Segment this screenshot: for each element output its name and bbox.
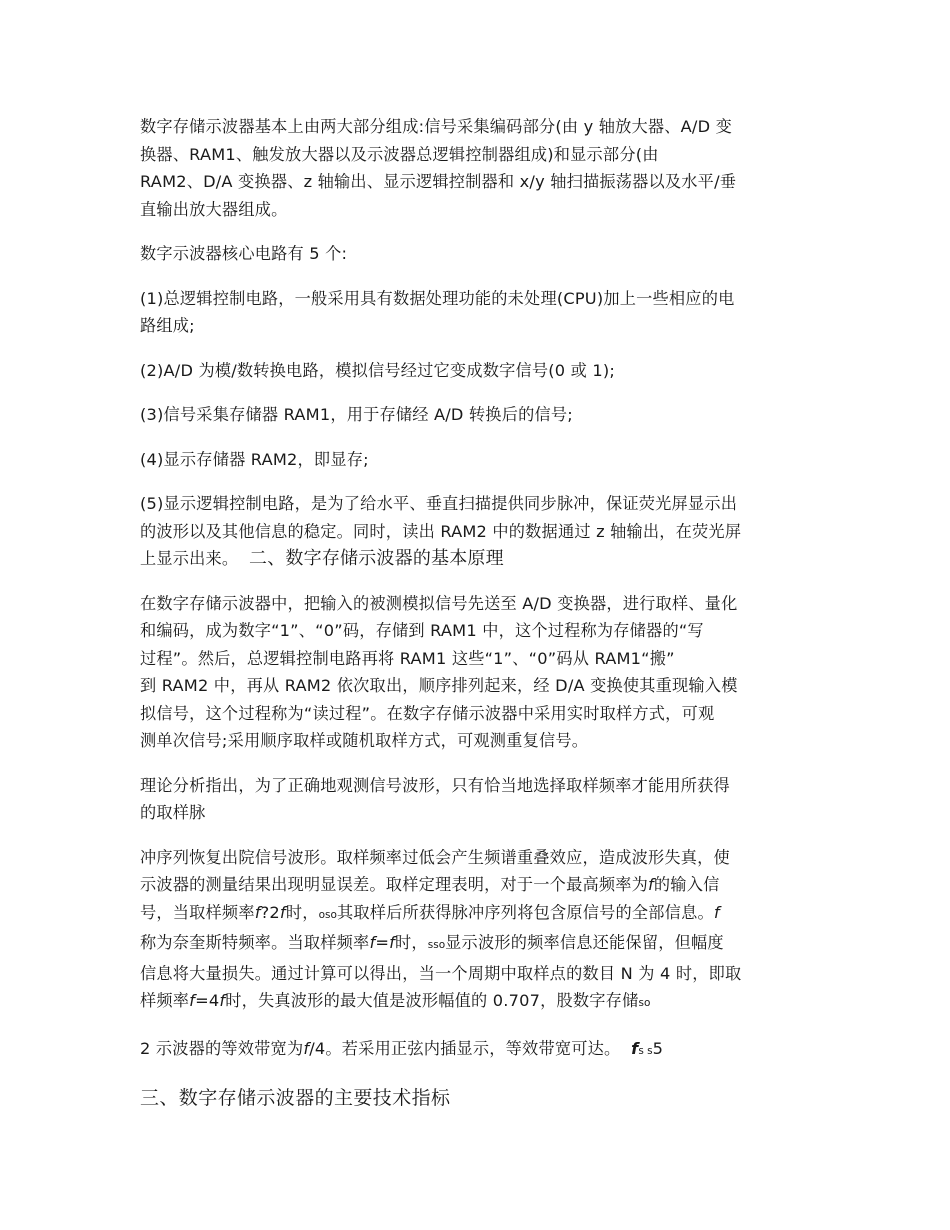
text-segment: =	[375, 933, 390, 952]
text-segment: 时，	[285, 902, 319, 922]
text-segment: 上显示出来。	[140, 549, 239, 568]
text-segment: /4。若采用正弦内插显示，等效带宽可达。	[309, 1038, 621, 1058]
text-segment: 称为奈奎斯特频率。当取样频率	[140, 933, 370, 952]
text-line: 信息将大量损失。通过计算可以得出，当一个周期中取样点的数目 N 为 4 时，即取	[140, 963, 742, 983]
subscript-text: s s	[638, 1044, 653, 1057]
text-segment: 其取样后所获得脉冲序列将包含原信号的全部信息。	[336, 902, 714, 922]
paragraph-7	[140, 490, 812, 573]
text-line: 路组成;	[140, 316, 195, 335]
text-segment: 的输入信	[653, 875, 720, 894]
text-line	[140, 929, 812, 960]
text-line: 测单次信号;采用顺序取样或随机取样方式，可观测重复信号。	[140, 731, 589, 750]
text-line: 冲序列恢复出院信号波形。取样频率过低会产生频谱重叠效应，造成波形失真，使	[140, 847, 730, 867]
text-segment: 示波器的测量结果出现明显误差。取样定理表明，对于一个最高频率为	[140, 875, 649, 894]
text-line: 和编码，成为数字“1”、“0”码，存储到 RAM1 中，这个过程称为存储器的“写	[140, 621, 704, 640]
math-symbol: f	[713, 902, 720, 922]
math-symbol: f	[648, 875, 654, 894]
text-line: (2)A/D 为模/数转换电路，模拟信号经过它变成数字信号(0 或 1);	[140, 360, 616, 380]
paragraph-9	[140, 772, 812, 827]
math-symbol: f	[279, 902, 286, 922]
text-line	[140, 1035, 812, 1066]
text-segment: 2 示波器的等效带宽为	[140, 1038, 304, 1058]
text-line: RAM2、D/A 变换器、z 轴输出、显示逻辑控制器和 x/y 轴扫描振荡器以及水平/垂	[140, 172, 737, 191]
paragraph-3	[140, 285, 812, 340]
paragraph-8	[140, 590, 812, 755]
text-line: 换器、RAM1、触发放大器以及示波器总逻辑控制器组成)和显示部分(由	[140, 144, 659, 164]
math-symbol: f	[189, 991, 196, 1010]
text-line: (3)信号采集存储器 RAM1，用于存储经 A/D 转换后的信号;	[140, 405, 573, 424]
paragraph-11	[140, 1035, 812, 1066]
paragraph-4	[140, 357, 812, 385]
text-line: 到 RAM2 中，再从 RAM2 依次取出，顺序排列起来，经 D/A 变换使其重现输入模	[140, 676, 738, 695]
text-line: 数字存储示波器基本上由两大部分组成:信号采集编码部分(由 y 轴放大器、A/D 变	[140, 117, 732, 136]
math-symbol: f	[389, 933, 396, 952]
text-line: 数字示波器核心电路有 5 个:	[140, 244, 348, 263]
text-line	[140, 545, 812, 573]
text-segment: ?2	[260, 902, 280, 922]
text-line: 的取样脉	[140, 803, 206, 822]
text-line: (5)显示逻辑控制电路，是为了给水平、垂直扫描提供同步脉冲，保证荧光屏显示出	[140, 494, 738, 513]
subscript-text: sso	[427, 939, 446, 951]
paragraph-2	[140, 240, 812, 268]
text-line	[140, 871, 812, 899]
text-segment: =4	[195, 991, 220, 1010]
text-line: 理论分析指出，为了正确地观测信号波形，只有恰当地选择取样频率才能用所获得	[140, 775, 730, 795]
text-line: 在数字存储示波器中，把输入的被测模拟信号先送至 A/D 变换器，进行取样、量化	[140, 593, 738, 613]
text-line: 的波形以及其他信息的稳定。同时，读出 RAM2 中的数据通过 z 轴输出，在荧光屏	[140, 521, 742, 541]
section-heading-2: 二、数字存储示波器的基本原理	[249, 548, 504, 569]
text-line: 过程”。然后，总逻辑控制电路再将 RAM1 这些“1”、“0”码从 RAM1“搬”	[140, 648, 675, 668]
section-heading-3: 三、数字存储示波器的主要技术指标	[140, 1087, 451, 1109]
paragraph-10	[140, 844, 812, 1018]
math-symbol: f	[631, 1038, 639, 1058]
text-segment: 时，	[395, 933, 428, 952]
text-segment: 5	[652, 1038, 664, 1058]
text-line: (4)显示存储器 RAM2，即显存;	[140, 449, 369, 469]
text-line: 拟信号，这个过程称为“读过程”。在数字存储示波器中采用实时取样方式，可观	[140, 703, 715, 723]
text-segment: 样频率	[140, 991, 190, 1010]
paragraph-1	[140, 113, 812, 223]
subscript-text: oso	[318, 908, 337, 921]
paragraph-6	[140, 446, 812, 474]
paragraph-5	[140, 401, 812, 429]
text-segment: 号，当取样频率	[140, 902, 255, 922]
text-line	[140, 987, 812, 1018]
math-symbol: f	[303, 1038, 310, 1058]
text-segment: 时，失真波形的最大值是波形幅值的 0.707，股数字存储	[225, 991, 639, 1010]
math-symbol: f	[219, 991, 226, 1010]
math-symbol: f	[369, 933, 376, 952]
text-line: (1)总逻辑控制电路，一般采用具有数据处理功能的未处理(CPU)加上一些相应的电	[140, 288, 735, 308]
document-page	[140, 113, 812, 1113]
text-line: 直输出放大器组成。	[140, 199, 288, 219]
text-line	[140, 899, 812, 930]
subscript-text: so	[638, 997, 651, 1009]
math-symbol: f	[254, 902, 261, 922]
text-segment: 显示波形的频率信息还能保留，但幅度	[445, 933, 724, 952]
